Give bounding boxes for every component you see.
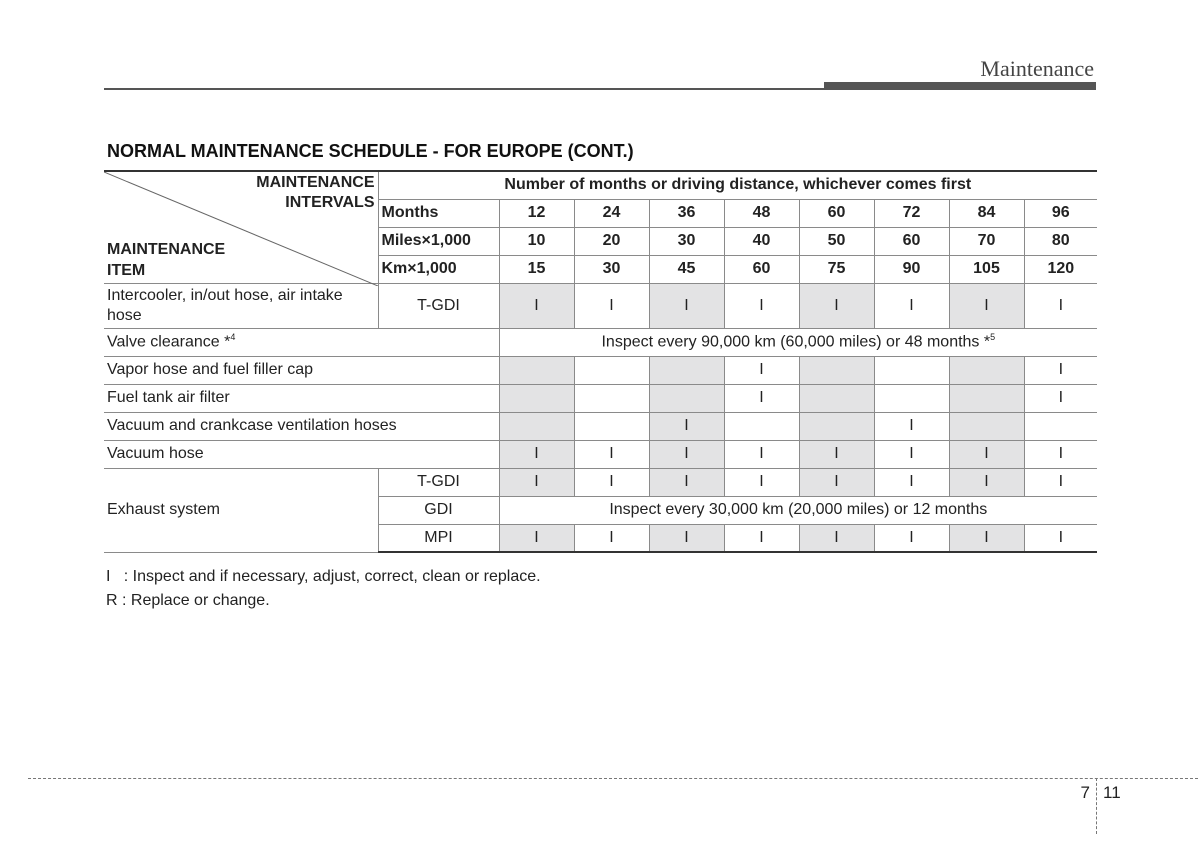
legend-inspect: I : Inspect and if necessary, adjust, correct, clean or replace. — [106, 568, 541, 585]
interval-value: 105 — [949, 255, 1024, 283]
schedule-cell: I — [499, 468, 574, 496]
interval-value: 30 — [574, 255, 649, 283]
schedule-cell: I — [724, 440, 799, 468]
schedule-cell: I — [649, 283, 724, 328]
interval-value: 20 — [574, 227, 649, 255]
interval-value: 15 — [499, 255, 574, 283]
schedule-cell — [649, 356, 724, 384]
schedule-cell — [874, 356, 949, 384]
schedule-cell: I — [874, 440, 949, 468]
interval-label: Km×1,000 — [378, 255, 499, 283]
schedule-cell: I — [874, 524, 949, 552]
item-label — [104, 328, 499, 356]
row-intercooler — [104, 283, 1097, 328]
schedule-cell — [949, 384, 1024, 412]
schedule-cell: I — [574, 524, 649, 552]
schedule-cell — [1024, 412, 1097, 440]
footnote-ref: 5 — [990, 332, 996, 343]
section-title: Maintenance — [980, 56, 1094, 81]
interval-label: Miles×1,000 — [378, 227, 499, 255]
interval-value: 84 — [949, 199, 1024, 227]
note-text: Inspect every 90,000 km (60,000 miles) or 48 months * — [601, 333, 991, 351]
interval-value: 40 — [724, 227, 799, 255]
interval-value: 80 — [1024, 227, 1097, 255]
item-label: Vacuum hose — [104, 440, 499, 468]
schedule-cell — [724, 412, 799, 440]
engine-label: MPI — [378, 524, 499, 552]
interval-value: 12 — [499, 199, 574, 227]
corner-intervals-label: MAINTENANCE INTERVALS — [256, 174, 375, 211]
legend-replace: R : Replace or change. — [106, 592, 270, 609]
interval-value: 60 — [724, 255, 799, 283]
schedule-cell: I — [949, 283, 1024, 328]
corner-header-cell — [104, 171, 378, 283]
interval-label: Months — [378, 199, 499, 227]
interval-value: 50 — [799, 227, 874, 255]
interval-value: 70 — [949, 227, 1024, 255]
schedule-cell: I — [874, 468, 949, 496]
interval-value: 10 — [499, 227, 574, 255]
schedule-cell — [799, 384, 874, 412]
schedule-cell: I — [574, 440, 649, 468]
schedule-cell: I — [649, 524, 724, 552]
footer-dashed-rule — [28, 778, 1198, 779]
interval-value: 30 — [649, 227, 724, 255]
schedule-cell — [574, 384, 649, 412]
schedule-cell: I — [724, 356, 799, 384]
schedule-cell: I — [1024, 524, 1097, 552]
schedule-cell — [499, 384, 574, 412]
interval-value: 45 — [649, 255, 724, 283]
schedule-cell — [949, 412, 1024, 440]
interval-value: 48 — [724, 199, 799, 227]
item-label: Fuel tank air filter — [104, 384, 499, 412]
interval-value: 60 — [874, 227, 949, 255]
schedule-cell — [949, 356, 1024, 384]
schedule-cell: I — [499, 283, 574, 328]
schedule-cell — [799, 356, 874, 384]
schedule-cell: I — [574, 283, 649, 328]
row-fuel-tank-filter — [104, 384, 1097, 412]
row-exhaust-tgdi — [104, 468, 1097, 496]
interval-value: 90 — [874, 255, 949, 283]
schedule-cell: I — [649, 440, 724, 468]
footer-dashed-divider — [1096, 778, 1097, 834]
schedule-cell: I — [949, 468, 1024, 496]
corner-item-label: MAINTENANCE ITEM — [107, 240, 226, 279]
schedule-cell: I — [724, 524, 799, 552]
schedule-cell: I — [1024, 384, 1097, 412]
schedule-cell: I — [799, 468, 874, 496]
footnote-ref: 4 — [230, 332, 236, 343]
schedule-cell: I — [874, 412, 949, 440]
interval-note: Inspect every 30,000 km (20,000 miles) or 12 months — [499, 496, 1097, 524]
schedule-cell — [499, 412, 574, 440]
item-text: Valve clearance * — [107, 333, 231, 351]
item-label: Vacuum and crankcase ventilation hoses — [104, 412, 499, 440]
schedule-cell: I — [1024, 440, 1097, 468]
interval-value: 75 — [799, 255, 874, 283]
schedule-cell: I — [1024, 356, 1097, 384]
item-label: Vapor hose and fuel filler cap — [104, 356, 499, 384]
schedule-cell: I — [874, 283, 949, 328]
engine-label: T-GDI — [378, 283, 499, 328]
row-vacuum-crankcase — [104, 412, 1097, 440]
schedule-cell: I — [724, 283, 799, 328]
schedule-cell — [574, 356, 649, 384]
schedule-cell: I — [724, 384, 799, 412]
row-vapor-hose — [104, 356, 1097, 384]
legend-notes — [106, 565, 541, 613]
schedule-cell — [574, 412, 649, 440]
interval-value: 120 — [1024, 255, 1097, 283]
schedule-cell: I — [949, 524, 1024, 552]
schedule-cell: I — [1024, 468, 1097, 496]
engine-label: T-GDI — [378, 468, 499, 496]
interval-note — [499, 328, 1097, 356]
row-vacuum-hose — [104, 440, 1097, 468]
maintenance-schedule-table — [104, 170, 1097, 553]
schedule-cell: I — [949, 440, 1024, 468]
schedule-cell: I — [499, 524, 574, 552]
header-row-span — [104, 171, 1097, 199]
interval-value: 96 — [1024, 199, 1097, 227]
schedule-cell: I — [1024, 283, 1097, 328]
interval-value: 36 — [649, 199, 724, 227]
engine-label: GDI — [378, 496, 499, 524]
schedule-cell — [874, 384, 949, 412]
schedule-cell: I — [799, 440, 874, 468]
table-title: NORMAL MAINTENANCE SCHEDULE - FOR EUROPE (CONT.) — [107, 141, 634, 161]
span-header: Number of months or driving distance, whichever comes first — [378, 171, 1097, 199]
schedule-cell: I — [724, 468, 799, 496]
schedule-cell: I — [499, 440, 574, 468]
page-chapter: 7 — [1080, 783, 1090, 802]
schedule-cell: I — [649, 468, 724, 496]
item-label: Exhaust system — [104, 468, 378, 552]
row-valve-clearance — [104, 328, 1097, 356]
schedule-cell: I — [649, 412, 724, 440]
item-label: Intercooler, in/out hose, air intake hose — [104, 283, 378, 328]
interval-value: 72 — [874, 199, 949, 227]
schedule-cell: I — [574, 468, 649, 496]
schedule-cell: I — [799, 524, 874, 552]
schedule-cell: I — [799, 283, 874, 328]
interval-value: 24 — [574, 199, 649, 227]
page-number: 11 — [1103, 783, 1121, 802]
interval-value: 60 — [799, 199, 874, 227]
header-rule-accent — [824, 82, 1096, 90]
schedule-cell — [499, 356, 574, 384]
schedule-cell — [799, 412, 874, 440]
schedule-cell — [649, 384, 724, 412]
